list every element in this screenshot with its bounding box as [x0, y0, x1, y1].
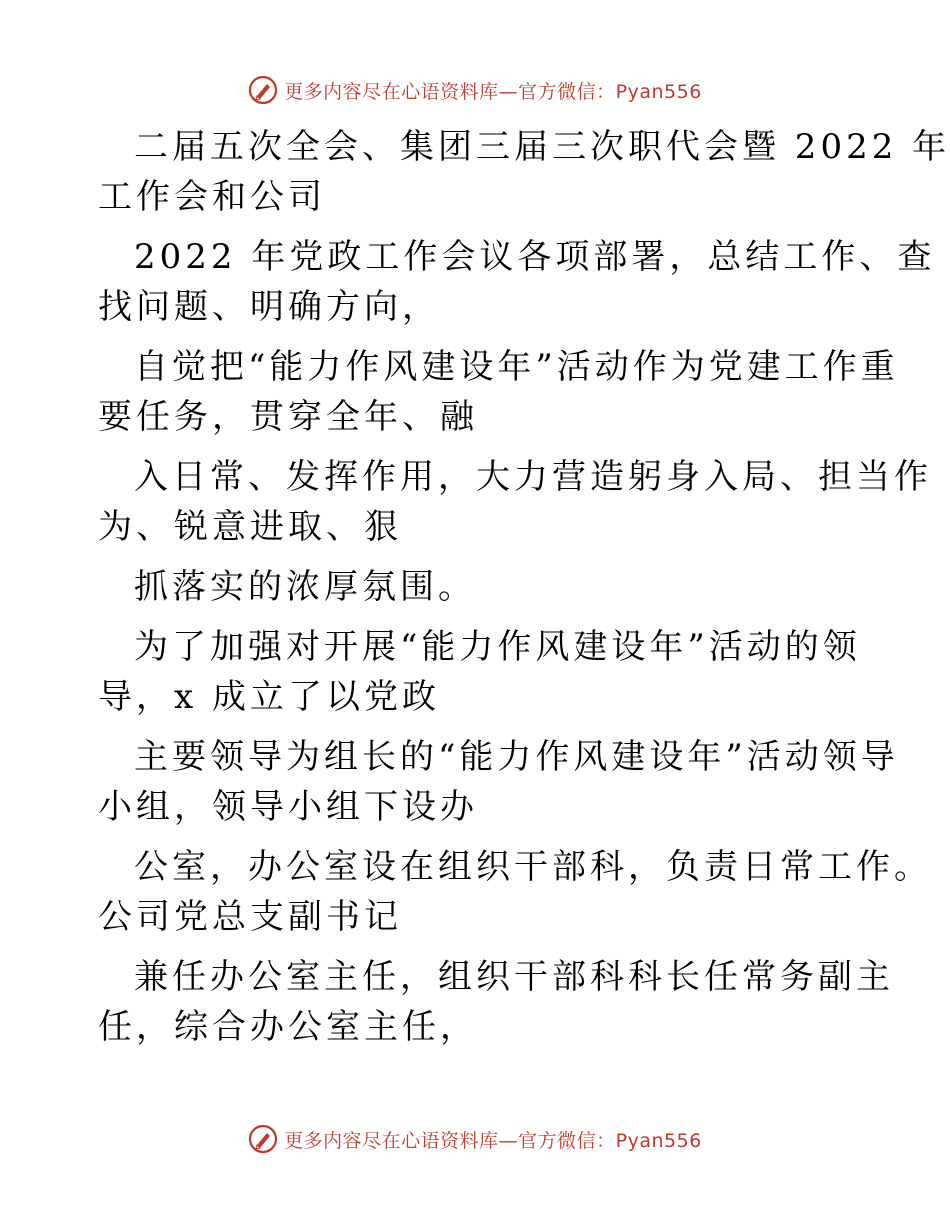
document-body [98, 122, 950, 1052]
paragraph: 自觉把“能力作风建设年”活动作为党建工作重 要任务，贯穿全年、融 [98, 347, 899, 437]
watermark-text: 更多内容尽在心语资料库—官方微信：Pyan556 [284, 1129, 702, 1152]
footer-watermark [0, 1124, 950, 1154]
pen-seal-icon [248, 1124, 278, 1154]
paragraph: 公室，办公室设在组织干部科，负责日常工作。 公司党总支副书记 [98, 847, 932, 937]
paragraph: 二届五次全会、集团三届三次职代会暨 2022 年 工作会和公司 [98, 127, 950, 217]
paragraph: 为了加强对开展“能力作风建设年”活动的领 导，x 成立了以党政 [98, 627, 861, 717]
paragraph: 2022 年党政工作会议各项部署，总结工作、查 找问题、明确方向， [98, 237, 936, 327]
paragraph: 抓落实的浓厚氛围。 [134, 567, 476, 607]
header-watermark [0, 75, 950, 105]
paragraph: 主要领导为组长的“能力作风建设年”活动领导 小组，领导小组下设办 [98, 737, 899, 827]
paragraph: 兼任办公室主任，组织干部科科长任常务副主 任，综合办公室主任， [98, 957, 894, 1047]
paragraph: 入日常、发挥作用，大力营造躬身入局、担当作 为、锐意进取、狠 [98, 457, 932, 547]
watermark-text: 更多内容尽在心语资料库—官方微信：Pyan556 [284, 80, 702, 103]
pen-seal-icon [248, 75, 278, 105]
